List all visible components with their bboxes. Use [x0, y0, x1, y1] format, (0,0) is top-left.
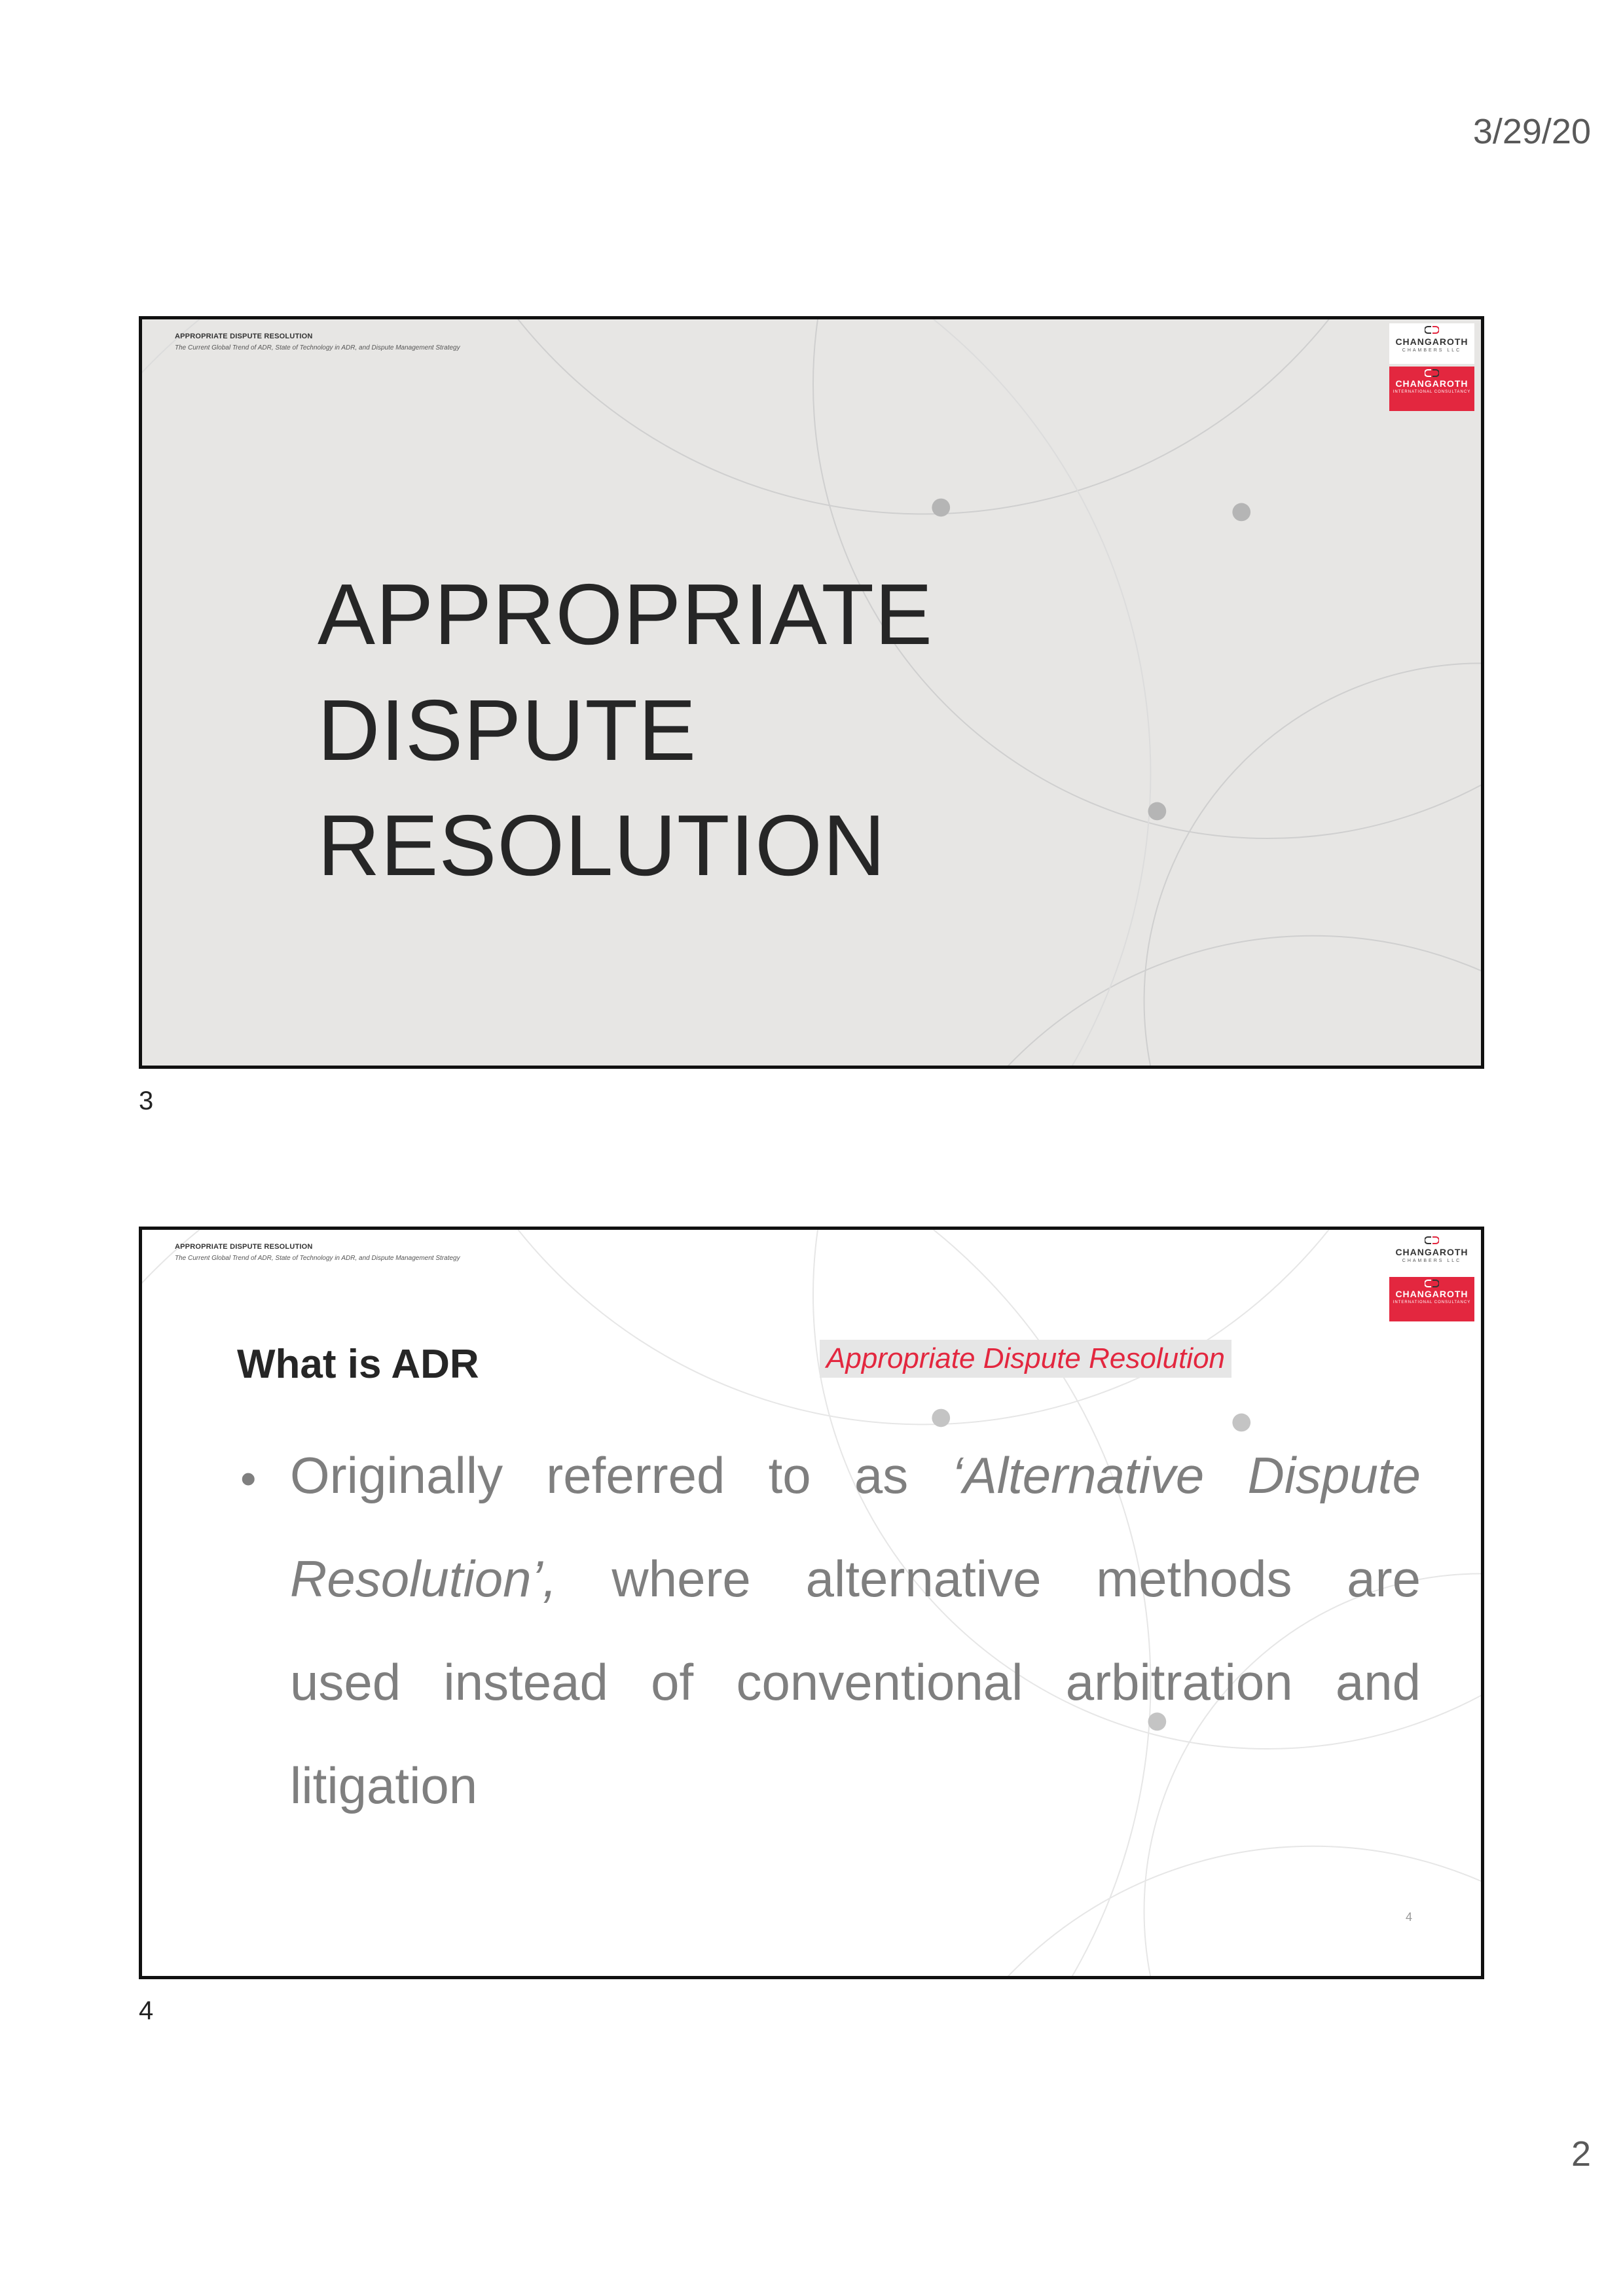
logo-brand: CHANGAROTH	[1395, 1247, 1468, 1257]
changaroth-logo	[1389, 1234, 1474, 1324]
slide-4	[139, 1227, 1484, 1979]
page-number: 2	[1571, 2134, 1591, 2174]
logo-mark-icon	[1425, 1236, 1439, 1244]
logo-mark-icon	[1425, 326, 1439, 334]
highlight-tag: Appropriate Dispute Resolution	[820, 1340, 1231, 1378]
page-date: 3/29/20	[1472, 112, 1591, 151]
bullet-line-2: Resolution’, where alternative methods are	[290, 1550, 1421, 1607]
logo-mark-icon	[1425, 369, 1439, 377]
slide-heading: What is ADR	[237, 1342, 479, 1387]
slide-header-title: APPROPRIATE DISPUTE RESOLUTION	[175, 1243, 313, 1251]
logo-tagline: INTERNATIONAL CONSULTANCY	[1393, 1300, 1471, 1304]
slide-title-line: DISPUTE	[318, 682, 697, 778]
slide-title-line: RESOLUTION	[318, 797, 886, 893]
logo-brand: CHANGAROTH	[1395, 1289, 1468, 1299]
logo-mark-icon	[1425, 1280, 1439, 1287]
bullet-icon: •	[240, 1453, 257, 1504]
slide-header-title: APPROPRIATE DISPUTE RESOLUTION	[175, 332, 313, 340]
bullet-line-3: used instead of conventional arbitration and	[290, 1653, 1421, 1711]
logo-tagline: CHAMBERS LLC	[1402, 348, 1462, 353]
logo-tagline: INTERNATIONAL CONSULTANCY	[1393, 390, 1471, 394]
slide-number: 4	[1406, 1910, 1413, 1924]
slide-title-line: APPROPRIATE	[318, 566, 934, 662]
logo-tagline: CHAMBERS LLC	[1402, 1259, 1462, 1263]
bullet-line-4: litigation	[290, 1757, 478, 1814]
slide-label: 4	[139, 1996, 154, 2025]
logo-brand: CHANGAROTH	[1395, 336, 1468, 347]
slide-header-subtitle: The Current Global Trend of ADR, State of Technology in ADR, and Dispute Management Strategy	[175, 1255, 460, 1262]
bullet-line-1: Originally referred to as ‘Alternative Dispute	[290, 1446, 1421, 1504]
slide-3	[139, 316, 1484, 1069]
slide-header-subtitle: The Current Global Trend of ADR, State of Technology in ADR, and Dispute Management Strategy	[175, 344, 460, 351]
slide-label: 3	[139, 1086, 154, 1115]
logo-brand: CHANGAROTH	[1395, 378, 1468, 389]
changaroth-logo	[1389, 323, 1474, 414]
